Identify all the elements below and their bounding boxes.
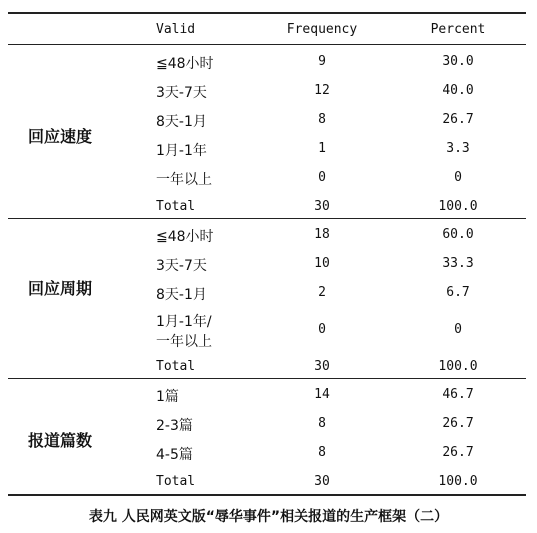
group-label-response-speed: 回应速度 [28, 127, 93, 146]
table-row-frequency: 8 [318, 445, 326, 460]
table-row-valid: 8天-1月 [156, 287, 207, 303]
table-row-frequency: 8 [318, 112, 326, 127]
table-caption: 表九 人民网英文版“辱华事件”相关报道的生产框架（二） [88, 509, 449, 525]
table-row-percent: 6.7 [446, 285, 470, 300]
table-row-valid: 3天-7天 [156, 258, 207, 274]
table-row-percent: 0 [454, 322, 462, 337]
table-row-frequency: 12 [314, 83, 330, 98]
group-label-response-cycle: 回应周期 [28, 279, 93, 298]
table-row-percent: 26.7 [442, 112, 474, 127]
table-row-valid: ≦48小时 [156, 56, 214, 72]
table-row-valid: Total [156, 474, 196, 489]
header-rule [8, 44, 526, 45]
table-row-valid: 1篇 [156, 389, 179, 405]
table-row-percent: 100.0 [438, 199, 478, 214]
table-row-percent: 40.0 [442, 83, 474, 98]
table-row-frequency: 8 [318, 416, 326, 431]
header-valid: Valid [156, 22, 196, 37]
table-row-valid: 8天-1月 [156, 114, 207, 130]
table-row-percent: 100.0 [438, 359, 478, 374]
table-row-percent: 60.0 [442, 227, 474, 242]
table-row-percent: 46.7 [442, 387, 474, 402]
table-row-percent: 100.0 [438, 474, 478, 489]
table-row-valid: 3天-7天 [156, 85, 207, 101]
table-row-frequency: 30 [314, 359, 330, 374]
group-rule [8, 378, 526, 379]
table-row-frequency: 1 [318, 141, 326, 156]
table-row-percent: 0 [454, 170, 462, 185]
top-rule [8, 12, 526, 14]
table-row-percent: 26.7 [442, 445, 474, 460]
table-row-frequency: 30 [314, 199, 330, 214]
table-row-frequency: 18 [314, 227, 330, 242]
table-row-frequency: 0 [318, 322, 326, 337]
table-row-frequency: 10 [314, 256, 330, 271]
table-row-frequency: 2 [318, 285, 326, 300]
table-row-valid: 2-3篇 [156, 418, 193, 434]
table-row-valid: Total [156, 199, 196, 214]
table-row-frequency: 9 [318, 54, 326, 69]
table-row-valid: 1月-1年 [156, 143, 207, 159]
table-row-valid: ≦48小时 [156, 229, 214, 245]
table-row-valid: 一年以上 [156, 172, 212, 188]
bottom-rule [8, 494, 526, 496]
table-row-frequency: 14 [314, 387, 330, 402]
table-row-percent: 30.0 [442, 54, 474, 69]
table-row-percent: 26.7 [442, 416, 474, 431]
header-percent: Percent [430, 22, 486, 37]
table-row-valid: 4-5篇 [156, 447, 193, 463]
table-row-percent: 33.3 [442, 256, 474, 271]
header-frequency: Frequency [286, 22, 358, 37]
table-row-valid: 1月-1年/ 一年以上 [156, 314, 212, 350]
group-rule [8, 218, 526, 219]
group-label-report-count: 报道篇数 [28, 431, 93, 450]
table-row-frequency: 0 [318, 170, 326, 185]
table-row-frequency: 30 [314, 474, 330, 489]
table-row-percent: 3.3 [446, 141, 470, 156]
table-row-valid: Total [156, 359, 196, 374]
